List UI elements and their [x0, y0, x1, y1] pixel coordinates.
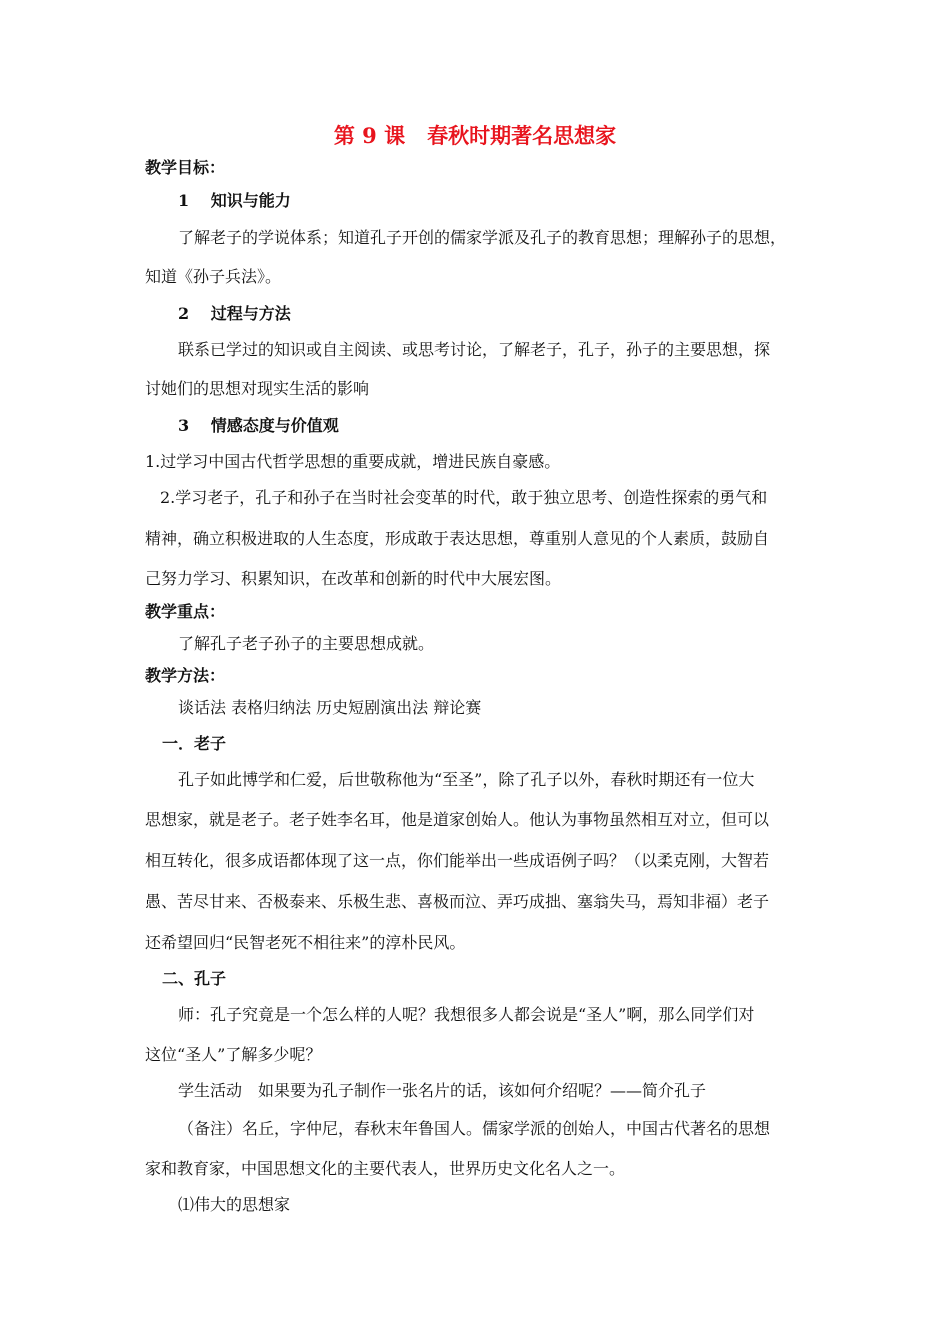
objectives-section-3-item-2-line: 精神，确立积极进取的人生态度，形成敢于表达思想，尊重别人意见的个人素质，鼓励自	[145, 529, 770, 548]
objectives-section-3-item-1: 1.过学习中国古代哲学思想的重要成就，增进民族自豪感。	[145, 452, 561, 471]
kongzi-note-line: （备注）名丘，字仲尼，春秋末年鲁国人。儒家学派的创始人，中国古代著名的思想	[178, 1119, 771, 1138]
laozi-line: 愚、苦尽甘来、否极泰来、乐极生悲、喜极而泣、弄巧成拙、塞翁失马，焉知非福）老子	[145, 892, 770, 911]
objectives-section-3-item-2-line: 己努力学习、积累知识，在改革和创新的时代中大展宏图。	[145, 569, 562, 588]
objectives-section-1-line: 知道《孙子兵法》。	[145, 267, 282, 286]
kongzi-note-line: 家和教育家，中国思想文化的主要代表人，世界历史文化名人之一。	[145, 1159, 626, 1178]
laozi-line: 思想家，就是老子。老子姓李名耳，他是道家创始人。他认为事物虽然相互对立，但可以	[145, 810, 770, 829]
lesson-name: 春秋时期著名思想家	[427, 123, 617, 148]
page-title	[0, 122, 950, 150]
laozi-line: 还希望回归“民智老死不相往来”的淳朴民风。	[145, 933, 466, 952]
objectives-section-2-line: 讨她们的思想对现实生活的影响	[145, 379, 370, 398]
objectives-heading: 教学目标：	[145, 158, 226, 177]
kongzi-teacher-line: 这位“圣人”了解多少呢？	[145, 1045, 322, 1064]
kongzi-heading: 二、孔子	[162, 969, 227, 988]
laozi-line: 相互转化，很多成语都体现了这一点，你们能举出一些成语例子吗？（以柔克刚，大智若	[145, 851, 770, 870]
objectives-section-1-heading: 1 知识与能力	[178, 191, 291, 210]
kongzi-subheading-1: ⑴伟大的思想家	[178, 1195, 291, 1214]
laozi-heading: 一．老子	[162, 734, 227, 753]
objectives-section-2-heading: 2 过程与方法	[178, 304, 291, 323]
objectives-section-2-line: 联系已学过的知识或自主阅读、或思考讨论，了解老子，孔子，孙子的主要思想，探	[178, 340, 771, 359]
kongzi-student-activity: 学生活动 如果要为孔子制作一张名片的话，该如何介绍呢？——简介孔子	[178, 1081, 707, 1100]
methods-text: 谈话法 表格归纳法 历史短剧演出法 辩论赛	[178, 698, 482, 717]
methods-heading: 教学方法：	[145, 666, 226, 685]
objectives-section-1-line: 了解老子的学说体系；知道孔子开创的儒家学派及孔子的教育思想；理解孙子的思想，	[178, 228, 787, 247]
lesson-number: 第 9 课	[333, 123, 406, 148]
kongzi-teacher-line: 师：孔子究竟是一个怎么样的人呢？我想很多人都会说是“圣人”啊，那么同学们对	[178, 1005, 755, 1024]
objectives-section-3-heading: 3 情感态度与价值观	[178, 416, 339, 435]
key-points-text: 了解孔子老子孙子的主要思想成就。	[178, 634, 435, 653]
laozi-line: 孔子如此博学和仁爱，后世敬称他为“至圣”，除了孔子以外，春秋时期还有一位大	[178, 770, 755, 789]
key-points-heading: 教学重点：	[145, 602, 226, 621]
objectives-section-3-item-2-line: 2.学习老子，孔子和孙子在当时社会变革的时代，敢于独立思考、创造性探索的勇气和	[160, 488, 768, 507]
